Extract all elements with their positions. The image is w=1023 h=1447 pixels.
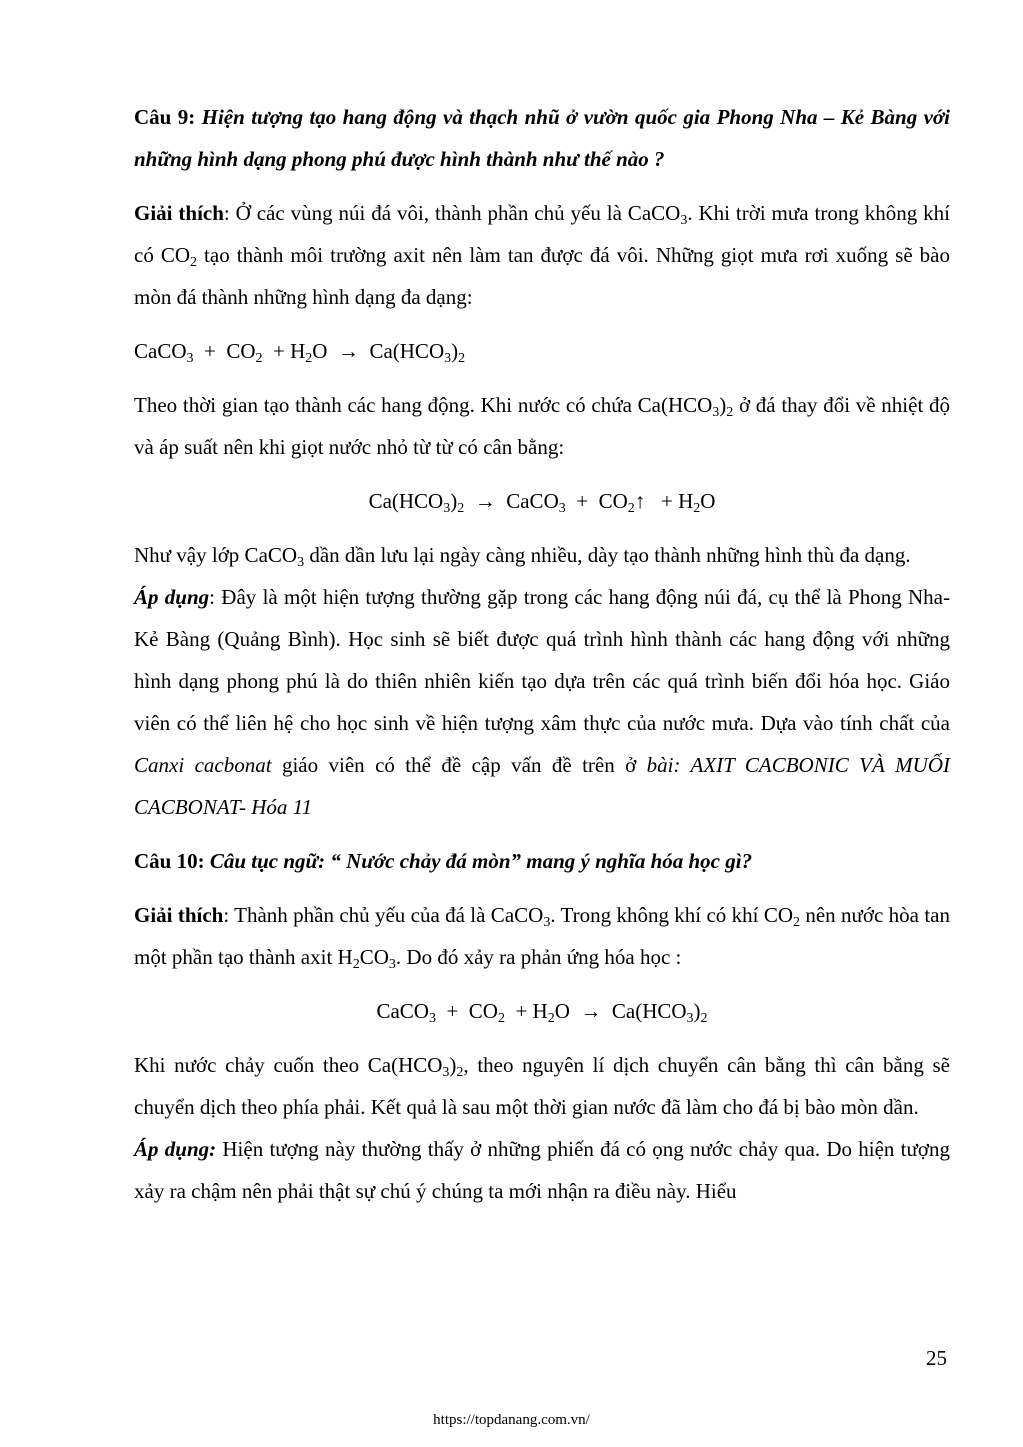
q10-eq-a-sub: 3 [428,1011,436,1026]
document-body [134,96,950,1212]
q9-explanation [134,192,950,318]
q10-para2-text-2: ) [449,1053,457,1077]
eq1-plus2: + H [262,339,306,363]
eq2-arrow: → CaCO [464,489,559,513]
q9-apply-label: Áp dụng [134,585,210,609]
q10-eq-a: CaCO [376,999,429,1023]
q9-equation-2 [134,480,950,522]
q10-eq-d-sub: 3 [686,1011,694,1026]
q10-eq-b-sub: 2 [497,1011,505,1026]
q9-explain-label: Giải thích [134,201,224,225]
eq1-plus1: + CO [193,339,256,363]
q9-para3-text-2: dần dần lưu lại ngày càng nhiều, dày tạo thành những hình thù đa dạng. [304,543,911,567]
q10-eq-plus1: + CO [435,999,498,1023]
q10-explain-text-1: : Thành phần chủ yếu của đá là CaCO [223,903,544,927]
question-9 [134,96,950,180]
eq1-c-sub: 2 [305,351,313,366]
q9-explain-text-1: : Ở các vùng núi đá vôi, thành phần chủ yếu là CaCO [223,201,681,225]
q9-explain-text-2: . Khi trời mưa trong không khí có CO [134,201,950,267]
q10-eq-plus2: + H [504,999,548,1023]
q9-para2-text-1: Theo thời gian tạo thành các hang động. Khi nước có chứa Ca(HCO [134,393,713,417]
q10-eq-d-close: ) [693,999,701,1023]
q10-explain-text-4: CO [359,945,389,969]
q9-application [134,576,950,828]
eq2-up: ↑ + H [634,489,694,513]
q10-explain-sub-1: 3 [543,915,551,930]
q10-explain-sub-3: 2 [352,957,360,972]
eq2-plus1: + CO [565,489,628,513]
q10-apply-text-1: Hiện tượng này thường thấy ở những phiến đá có ọng nước chảy qua. Do hiện tượng xảy ra chậm nên phải thật sự chú ý chúng ta mới nhận ra điều này. Hiểu [134,1137,950,1203]
eq2-d-rest: O [700,489,716,513]
q10-explain-label: Giải thích [134,903,224,927]
q10-eq-d-sub2: 2 [700,1011,708,1026]
q10-explanation [134,894,950,978]
q10-para2-text-1: Khi nước chảy cuốn theo Ca(HCO [134,1053,443,1077]
q10-eq-c-sub: 2 [547,1011,555,1026]
page-number: 25 [926,1346,947,1370]
q9-para2-text-2: ) [719,393,727,417]
question-10 [134,840,950,882]
q10-explain-text-2: . Trong không khí có khí CO [550,903,794,927]
eq2-c-sub: 2 [627,501,635,516]
q9-explain-sub-2: 2 [190,255,198,270]
q9-explain-text-3: tạo thành môi trường axit nên làm tan được đá vôi. Những giọt mưa rơi xuống sẽ bào mòn đá thành những hình dạng đa dạng: [134,243,950,309]
question-10-text: Câu tục ngữ: “ Nước chảy đá mòn” mang ý nghĩa hóa học gì? [209,849,753,873]
q9-equation-1 [134,330,950,372]
eq2-a-sub: 3 [443,501,451,516]
q9-para2-sub-2: 2 [726,405,734,420]
eq2-b-sub: 3 [558,501,566,516]
q9-apply-italic-2: bài: AXIT CACBONIC VÀ MUỐI CACBONAT- Hóa 11 [134,753,950,819]
eq1-d-sub: 3 [444,351,452,366]
q10-para2-sub-2: 2 [456,1065,464,1080]
eq1-d-close: ) [451,339,459,363]
eq1-c-rest: O → Ca(HCO [312,339,445,363]
eq1-a: CaCO [134,339,187,363]
q10-apply-label: Áp dụng: [134,1137,217,1161]
eq1-d-sub2: 2 [458,351,466,366]
q10-para2-text-3: , theo nguyên lí dịch chuyển cân bằng thì cân bằng sẽ chuyển dịch theo phía phải. Kết quả là sau một thời gian nước đã làm cho đá bị bào mòn dần. [134,1053,950,1119]
q9-para3-sub: 3 [297,555,305,570]
q10-equation [134,990,950,1032]
eq2-a-sub2: 2 [457,501,465,516]
q10-eq-c-rest: O → Ca(HCO [554,999,687,1023]
q9-explain-sub-1: 3 [680,213,688,228]
q10-explain-text-3: nên nước hòa tan một phần tạo thành axit H [134,903,951,969]
q9-apply-italic-1: Canxi cacbonat [134,753,272,777]
q10-explain-text-5: . Do đó xảy ra phản ứng hóa học : [395,945,682,969]
q9-apply-text-1: : Đây là một hiện tượng thường gặp trong các hang động núi đá, cụ thể là Phong Nha- Kẻ Bàng (Quảng Bình). Học sinh sẽ biết được quá trình hình thành các hang động với những hình dạng phong phú là do thiên nhiên kiến tạo dựa trên các quá trình biến đổi hóa học. Giáo viên có thể liên hệ cho học sinh về hiện tượng xâm thực của nước mưa. Dựa vào tính chất của [134,585,950,735]
q10-explain-sub-4: 3 [388,957,396,972]
q10-explain-sub-2: 2 [793,915,801,930]
footer-url[interactable]: https://topdanang.com.vn/ [433,1412,590,1428]
eq2-a: Ca(HCO [368,489,444,513]
q9-paragraph-3 [134,534,950,576]
q10-para2-sub-1: 3 [442,1065,450,1080]
q9-para2-text-3: ở đá thay đổi về nhiệt độ và áp suất nên khi giọt nước nhỏ từ từ có cân bằng: [134,393,950,459]
q10-paragraph-2 [134,1044,950,1128]
q9-apply-text-2: giáo viên có thể đề cập vấn đề trên ở [271,753,647,777]
eq1-a-sub: 3 [186,351,194,366]
question-10-label: Câu 10: [134,849,205,873]
question-9-text: Hiện tượng tạo hang động và thạch nhũ ở vườn quốc gia Phong Nha – Kẻ Bàng với những hình dạng phong phú được hình thành như thế nào ? [134,105,951,171]
q9-para3-text-1: Như vậy lớp CaCO [134,543,298,567]
eq2-a-close: ) [450,489,458,513]
q9-paragraph-2 [134,384,950,468]
eq1-b-sub: 2 [255,351,263,366]
q9-para2-sub-1: 3 [712,405,720,420]
q10-application [134,1128,950,1212]
question-9-label: Câu 9: [134,105,196,129]
eq2-d-sub: 2 [693,501,701,516]
